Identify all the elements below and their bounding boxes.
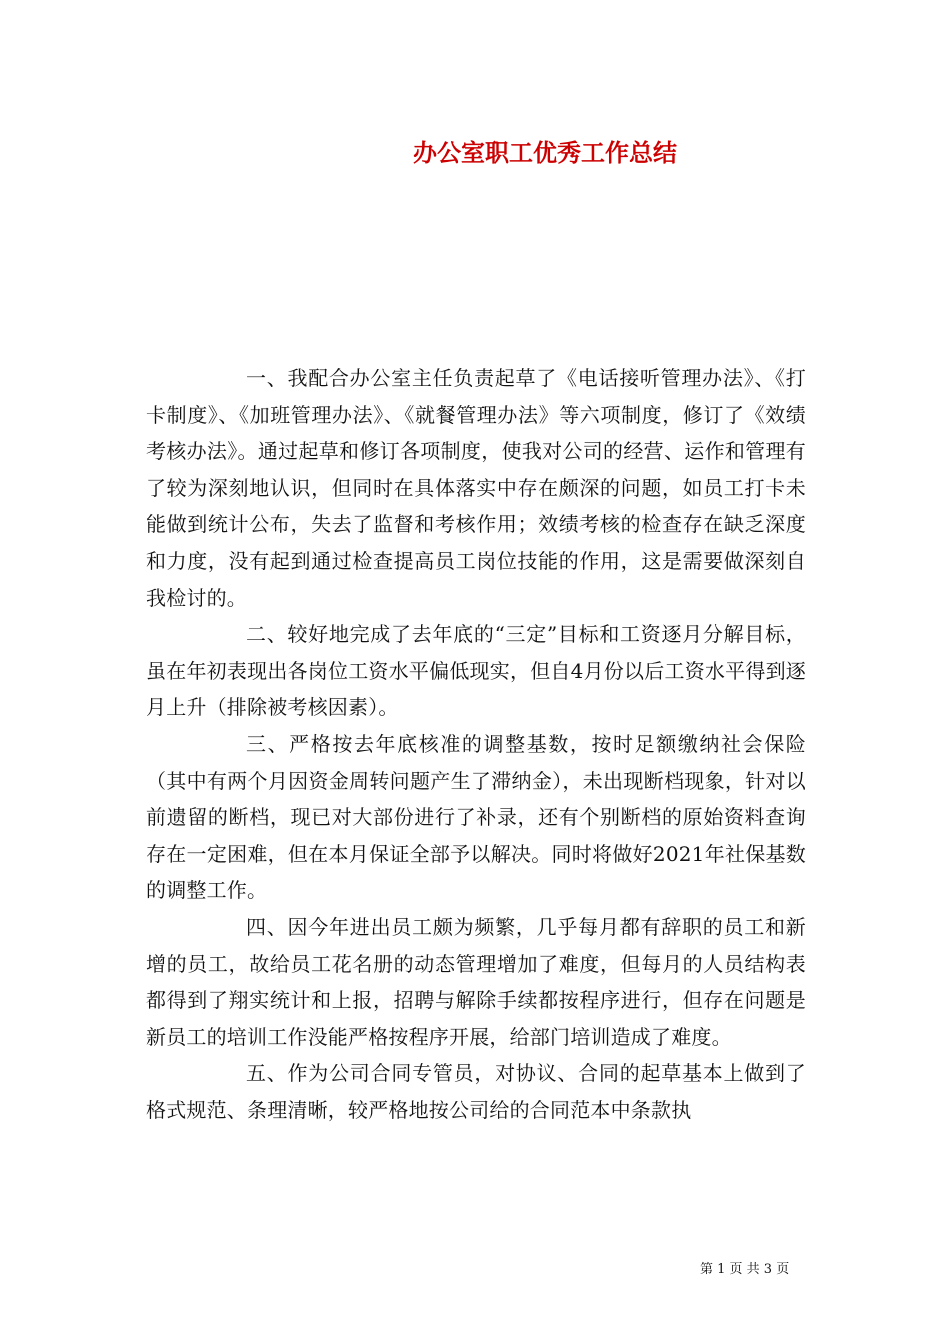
paragraph-2: 二、较好地完成了去年底的“三定”目标和工资逐月分解目标，虽在年初表现出各岗位工资水平偏低现实，但自4月份以后工资水平得到逐月上升（排除被考核因素）。 (146, 622, 806, 720)
paragraph-5: 五、作为公司合同专管员，对协议、合同的起草基本上做到了格式规范、条理清晰，较严格地按公司给的合同范本中条款执 (146, 1061, 806, 1122)
page-number-footer: 第 1 页 共 3 页 (700, 1262, 790, 1277)
paragraph-1: 一、我配合办公室主任负责起草了《电话接听管理办法》、《打卡制度》、《加班管理办法》、《就餐管理办法》等六项制度，修订了《效绩考核办法》。通过起草和修订各项制度，使我对公司的经营、运作和管理有了较为深刻地认识，但同时在具体落实中存在颇深的问题，如员工打卡未能做到统计公布，失去了监督和考核作用；效绩考核的检查存在缺乏深度和力度，没有起到通过检查提高员工岗位技能的作用，这是需要做深刻自我检讨的。 (146, 366, 806, 610)
document-title: 办公室职工优秀工作总结 (413, 138, 677, 167)
paragraph-3: 三、严格按去年底核准的调整基数，按时足额缴纳社会保险（其中有两个月因资金周转问题产生了滞纳金），未出现断档现象，针对以前遗留的断档，现已对大部份进行了补录，还有个别断档的原始资料查询存在一定困难，但在本月保证全部予以解决。同时将做好2021年社保基数的调整工作。 (146, 731, 806, 903)
paragraph-4: 四、因今年进出员工颇为频繁，几乎每月都有辞职的员工和新增的员工，故给员工花名册的动态管理增加了难度，但每月的人员结构表都得到了翔实统计和上报，招聘与解除手续都按程序进行，但存在问题是新员工的培训工作没能严格按程序开展，给部门培训造成了难度。 (146, 914, 806, 1049)
document-body (146, 360, 806, 1128)
